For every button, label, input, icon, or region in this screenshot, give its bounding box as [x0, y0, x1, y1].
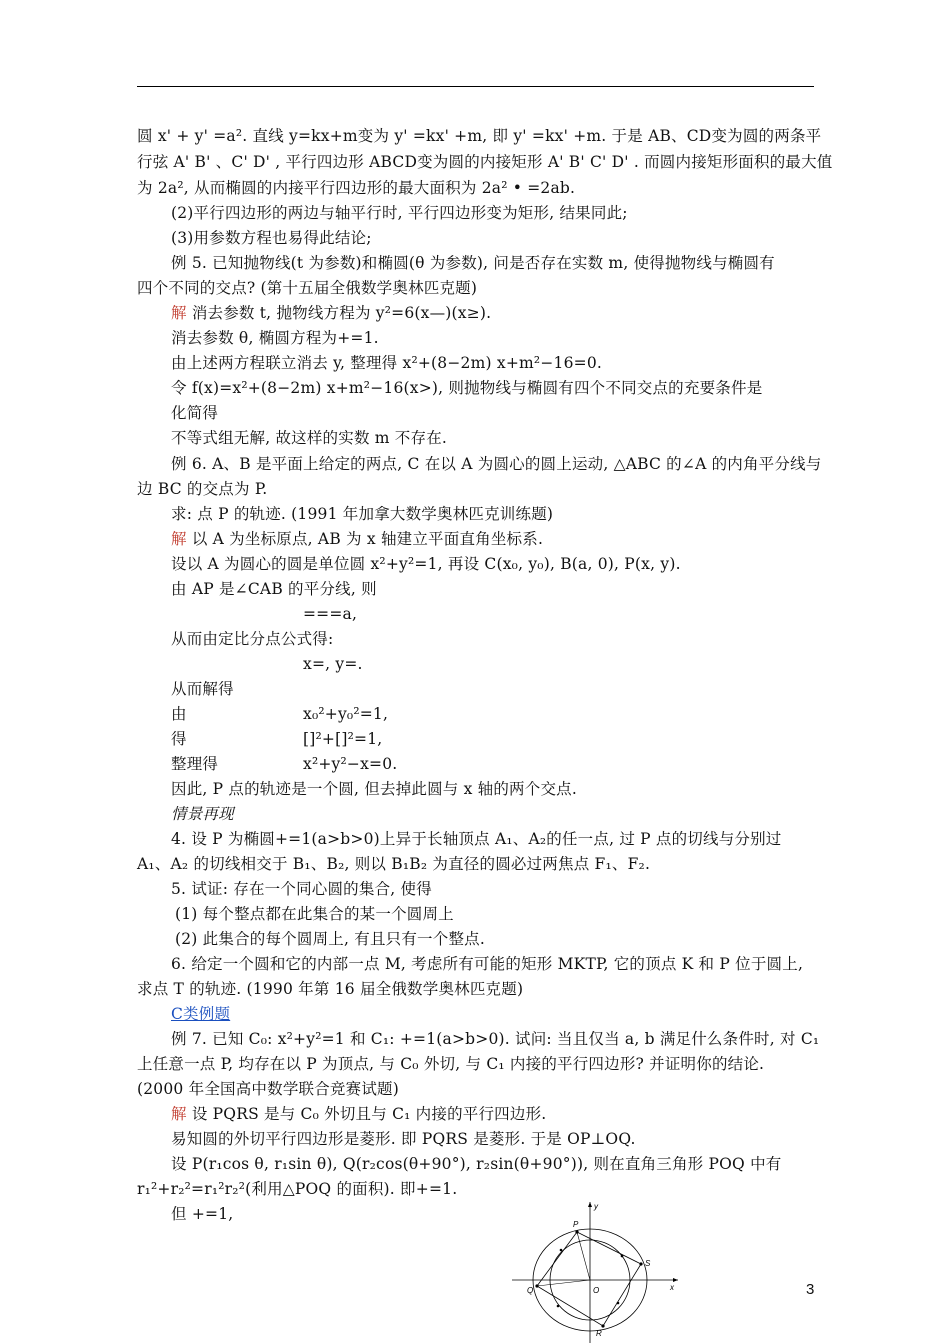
text-line: 由上述两方程联立消去 y, 整理得 x²+(8−2m) x+m²−16=0.: [171, 354, 603, 372]
y-arrow-icon: [588, 1202, 592, 1207]
text-line: (2) 此集合的每个圆周上, 有且只有一个整点.: [175, 930, 485, 948]
segment-op: [577, 1232, 590, 1280]
problem-5: 5. 试证: 存在一个同心圆的集合, 使得: [171, 880, 432, 898]
tangent-point: [621, 1255, 624, 1258]
equation-line: x=, y=.: [303, 655, 363, 673]
solution-label: 解: [171, 530, 187, 548]
example-6-heading: 例 6. A、B 是平面上给定的两点, C 在以 A 为圆心的圆上运动, △ABC 的∠A 的内角平分线与: [171, 455, 822, 473]
section-link[interactable]: C类例题: [171, 1005, 231, 1023]
text-line: 消去参数 θ, 椭圆方程为+=1.: [171, 329, 379, 347]
text-line: 化简得: [171, 404, 219, 422]
text-line: 不等式组无解, 故这样的实数 m 不存在.: [171, 429, 448, 447]
solution-text: 消去参数 t, 抛物线方程为 y²=6(x—)(x≥).: [186, 304, 492, 322]
label-y: y: [594, 1202, 598, 1211]
text-line: 圆 x' + y' =a². 直线 y=kx+m变为 y' =kx' +m, 即 y' =kx' +m. 于是 AB、CD变为圆的两条平: [137, 127, 822, 145]
text-line: 从而由定比分点公式得:: [171, 630, 334, 648]
text-line: r₁²+r₂²=r₁²r₂²(利用△POQ 的面积). 即+=1.: [137, 1180, 458, 1198]
text-line: (1) 每个整点都在此集合的某一个圆周上: [175, 905, 454, 923]
text-line: 四个不同的交点? (第十五届全俄数学奥林匹克题): [137, 279, 478, 297]
text-line: (2)平行四边形的两边与轴平行时, 平行四边形变为矩形, 结果同此;: [171, 204, 628, 222]
label-o: O: [593, 1286, 600, 1295]
text-line: (3)用参数方程也易得此结论;: [171, 229, 372, 247]
header-rule: [137, 86, 814, 87]
tangent-point: [617, 1302, 620, 1305]
solution-label: 解: [171, 1105, 187, 1123]
text-line: 得: [171, 730, 187, 748]
text-line: 设以 A 为圆心的圆是单位圆 x²+y²=1, 再设 C(x₀, y₀), B(a, 0), P(x, y).: [171, 555, 681, 573]
text-line: 求点 T 的轨迹. (1990 年第 16 届全俄数学奥林匹克题): [137, 980, 524, 998]
text-line: 上任意一点 P, 均存在以 P 为顶点, 与 C₀ 外切, 与 C₁ 内接的平行四边形? 并证明你的结论.: [137, 1055, 765, 1073]
x-arrow-icon: [673, 1278, 678, 1282]
ellipse-figure: [510, 1198, 685, 1344]
tangent-point: [560, 1249, 563, 1252]
rhombus-pqrs: [537, 1232, 641, 1326]
equation-line: x²+y²−x=0.: [303, 755, 398, 773]
point-q: [535, 1284, 538, 1287]
example-7-heading: 例 7. 已知 C₀: x²+y²=1 和 C₁: +=1(a>b>0). 试问: 当且仅当 a, b 满足什么条件时, 对 C₁: [171, 1030, 820, 1048]
equation-line: x₀²+y₀²=1,: [303, 705, 389, 723]
text-line: (2000 年全国高中数学联合竞赛试题): [137, 1080, 399, 1098]
solution-label: 解: [171, 304, 187, 322]
text-line: 由: [171, 705, 187, 723]
problem-6: 6. 给定一个圆和它的内部一点 M, 考虑所有可能的矩形 MKTP, 它的顶点 K 和 P 位于圆上,: [171, 955, 804, 973]
problem-4: 4. 设 P 为椭圆+=1(a>b>0)上异于长轴顶点 A₁、A₂的任一点, 过 P 点的切线与分别过: [171, 830, 782, 848]
text-line: 边 BC 的交点为 P.: [137, 480, 268, 498]
point-s: [639, 1262, 642, 1265]
text-line: 为 2a², 从而椭圆的内接平行四边形的最大面积为 2a² • =2ab.: [137, 179, 576, 197]
label-p: P: [573, 1220, 579, 1229]
text-line: 因此, P 点的轨迹是一个圆, 但去掉此圆与 x 轴的两个交点.: [171, 780, 577, 798]
point-p: [575, 1230, 578, 1233]
text-line: 令 f(x)=x²+(8−2m) x+m²−16(x>), 则抛物线与椭圆有四个不同交点的充要条件是: [171, 379, 763, 397]
text-line: 但 +=1,: [171, 1205, 234, 1223]
text-line: 从而解得: [171, 680, 234, 698]
example-5-heading: 例 5. 已知抛物线(t 为参数)和椭圆(θ 为参数), 问是否存在实数 m, 使得抛物线与椭圆有: [171, 254, 775, 272]
solution-text: 以 A 为坐标原点, AB 为 x 轴建立平面直角坐标系.: [186, 530, 544, 548]
text-line: 由 AP 是∠CAB 的平分线, 则: [171, 580, 377, 598]
tangent-point: [557, 1305, 560, 1308]
text-line: A₁、A₂ 的切线相交于 B₁、B₂, 则以 B₁B₂ 为直径的圆必过两焦点 F₁、F₂.: [137, 855, 651, 873]
label-r: R: [596, 1329, 602, 1338]
solution-line: [171, 1104, 546, 1124]
label-s: S: [645, 1259, 651, 1268]
text-line: 求: 点 P 的轨迹. (1991 年加拿大数学奥林匹克训练题): [171, 505, 554, 523]
solution-line: [171, 529, 543, 549]
text-line: 整理得: [171, 755, 219, 773]
solution-text: 设 PQRS 是与 C₀ 外切且与 C₁ 内接的平行四边形.: [186, 1105, 547, 1123]
text-line: 行弦 A' B' 、C' D' , 平行四边形 ABCD变为圆的内接矩形 A' B' C' D' . 而圆内接矩形面积的最大值: [137, 153, 833, 171]
text-line: 易知圆的外切平行四边形是菱形. 即 PQRS 是菱形. 于是 OP⊥OQ.: [171, 1130, 636, 1148]
section-heading: 情景再现: [171, 805, 234, 823]
solution-line: [171, 303, 491, 323]
point-r: [601, 1324, 604, 1327]
text-line: 设 P(r₁cos θ, r₁sin θ), Q(r₂cos(θ+90°), r₂sin(θ+90°)), 则在直角三角形 POQ 中有: [171, 1155, 782, 1173]
equation-line: []²+[]²=1,: [303, 730, 383, 748]
label-x: x: [670, 1283, 674, 1292]
segment-oq: [537, 1280, 590, 1286]
label-q: Q: [527, 1286, 534, 1295]
page-number: 3: [806, 1281, 815, 1298]
equation-line: ===a,: [303, 605, 358, 623]
